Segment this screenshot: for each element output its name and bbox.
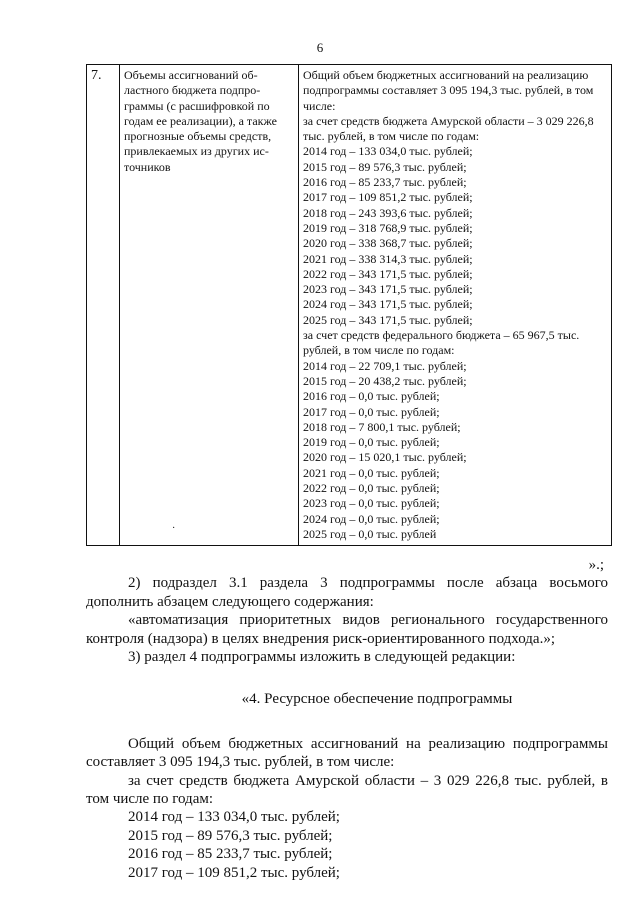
year-line: 2017 год – 109 851,2 тыс. рублей; [128,864,340,881]
row-content [299,65,612,546]
label-line: привлекаемых из других ис- [124,144,269,159]
content-line: 2014 год – 133 034,0 тыс. рублей; [303,144,473,159]
content-line: 2021 год – 338 314,3 тыс. рублей; [303,251,473,266]
scan-dot: · [172,523,176,534]
content-line: 2015 год – 20 438,2 тыс. рублей; [303,373,467,388]
content-line: рублей, в том числе по годам: [303,343,455,358]
content-line: тыс. рублей, в том числе по годам: [303,129,480,144]
paragraph-2-line-2: дополнить абзацем следующего содержания: [86,593,374,610]
quote-line-1: «автоматизация приоритетных видов регионального государственного [128,612,608,629]
label-line: граммы (с расшифровкой по [124,98,270,113]
row-number: 7. [87,65,120,546]
content-line: числе: [303,98,336,113]
content-line: 2020 год – 15 020,1 тыс. рублей; [303,450,467,465]
row-label [120,65,299,546]
content-line: 2017 год – 0,0 тыс. рублей; [303,404,440,419]
label-line: прогнозные объемы средств, [124,129,272,144]
content-line: 2022 год – 0,0 тыс. рублей; [303,481,440,496]
content-line: 2017 год – 109 851,2 тыс. рублей; [303,190,473,205]
year-line: 2015 год – 89 576,3 тыс. рублей; [128,827,333,844]
paragraph-2-line-1: 2) подраздел 3.1 раздела 3 подпрограммы после абзаца восьмого [128,575,608,592]
content-line: подпрограммы составляет 3 095 194,3 тыс. рублей, в том [303,83,594,98]
page-number: 6 [316,40,324,55]
label-line: Объемы ассигнований об- [124,68,258,82]
content-line: Общий объем бюджетных ассигнований на реализацию [303,68,589,82]
label-line: точников [124,159,171,174]
content-line: 2016 год – 0,0 тыс. рублей; [303,389,440,404]
budget-table [86,64,612,546]
section-heading: «4. Ресурсное обеспечение подпрограммы [241,691,513,708]
content-line: 2016 год – 85 233,7 тыс. рублей; [303,175,467,190]
content-line: 2019 год – 318 768,9 тыс. рублей; [303,220,473,235]
paragraph-3: 3) раздел 4 подпрограммы изложить в следующей редакции: [128,649,516,666]
content-line: за счет средств федерального бюджета – 65 967,5 тыс. [303,328,580,343]
regional-line-1: за счет средств бюджета Амурской области – 3 029 226,8 тыс. рублей, в [128,772,608,789]
total-line-1: Общий объем бюджетных ассигнований на реализацию подпрограммы [128,735,608,752]
content-line: 2020 год – 338 368,7 тыс. рублей; [303,236,473,251]
content-line: 2022 год – 343 171,5 тыс. рублей; [303,266,473,281]
quote-line-2: контроля (надзора) в целях внедрения риск-ориентированного подхода.»; [86,630,555,647]
content-line: 2025 год – 0,0 тыс. рублей [303,526,437,541]
content-line: 2014 год – 22 709,1 тыс. рублей; [303,358,467,373]
document-body [86,556,608,882]
content-line: 2023 год – 0,0 тыс. рублей; [303,496,440,511]
year-line: 2014 год – 133 034,0 тыс. рублей; [128,809,340,826]
content-line: 2018 год – 7 800,1 тыс. рублей; [303,419,461,434]
label-line: годам ее реализации), а также [124,113,277,128]
content-line: 2025 год – 343 171,5 тыс. рублей; [303,312,473,327]
regional-line-2: том числе по годам: [86,791,214,808]
content-line: 2024 год – 343 171,5 тыс. рублей; [303,297,473,312]
content-line: 2024 год – 0,0 тыс. рублей; [303,511,440,526]
total-line-2: составляет 3 095 194,3 тыс. рублей, в том числе: [86,754,395,771]
content-line: 2018 год – 243 393,6 тыс. рублей; [303,205,473,220]
content-line: за счет средств бюджета Амурской области – 3 029 226,8 [303,113,594,128]
closing-quote-mark: ».; [588,557,604,573]
table-row [87,65,612,546]
content-line: 2019 год – 0,0 тыс. рублей; [303,435,440,450]
label-line: ластного бюджета подпро- [124,83,261,98]
content-line: 2015 год – 89 576,3 тыс. рублей; [303,159,467,174]
content-line: 2023 год – 343 171,5 тыс. рублей; [303,282,473,297]
year-line: 2016 год – 85 233,7 тыс. рублей; [128,846,333,863]
content-line: 2021 год – 0,0 тыс. рублей; [303,465,440,480]
